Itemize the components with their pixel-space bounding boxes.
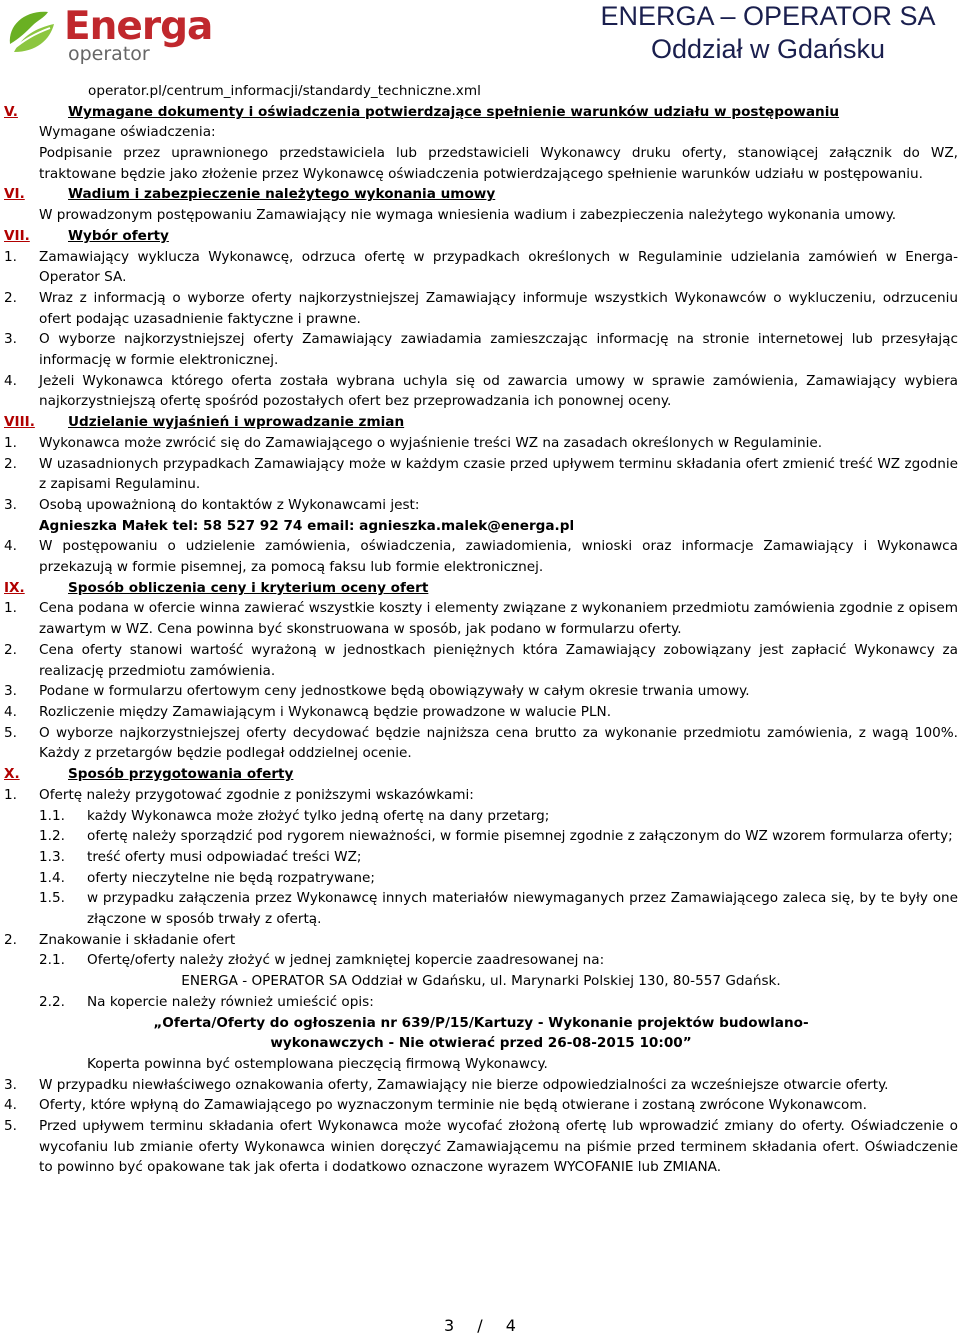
section-heading	[4, 184, 958, 205]
section-title: Wybór oferty	[68, 227, 169, 244]
sub-item	[4, 847, 958, 868]
item-text: Przed upływem terminu składania ofert Wykonawca może wycofać złożoną ofertę lub wprowadzić zmiany do oferty. Oświadczenie o wycofaniu lub zmianie oferty Wykonawca winien doręczyć Zamawiającemu na piśmie przed terminem składania ofert. Oświadczenie to powinno być opakowane tak jak oferta i dodatkowo oznaczone wyrazem WYCOFANIE lub ZMIANA.	[39, 1118, 958, 1176]
envelope-label-line-1: „Oferta/Oferty do ogłoszenia nr 639/P/15/Kartuzy - Wykonanie projektów budowlano-	[153, 1014, 809, 1031]
energa-logo	[2, 4, 213, 66]
item-number: 4.	[4, 1097, 17, 1114]
total-pages: 4	[505, 1316, 516, 1335]
leaf-icon	[4, 6, 60, 62]
item-number: 3.	[4, 1076, 17, 1093]
section-title: Sposób przygotowania oferty	[68, 766, 294, 783]
section-heading	[4, 412, 958, 433]
item-number: 4.	[4, 538, 17, 555]
section-heading	[4, 226, 958, 247]
current-page: 3	[444, 1316, 455, 1335]
list-item	[4, 702, 958, 723]
item-text: W uzasadnionych przypadkach Zamawiający może w każdym czasie przed upływem terminu składania ofert zmienić treść WZ zgodnie z zapisami Regulaminu.	[39, 455, 958, 493]
company-name: ENERGA – OPERATOR SA	[600, 1, 936, 31]
list-item	[4, 495, 958, 516]
sub-item	[4, 888, 958, 929]
item-text: Zamawiający wyklucza Wykonawcę, odrzuca ofertę w przypadkach określonych w Regulaminie udzielania zamówień w Energa-Operator SA.	[39, 248, 958, 286]
list-item	[4, 1116, 958, 1178]
item-number: 2.	[4, 931, 17, 948]
item-number: 2.	[4, 641, 17, 658]
list-item	[4, 1075, 958, 1096]
sub-item	[4, 826, 958, 847]
section-number: V.	[4, 103, 18, 120]
item-text: Znakowanie i składanie ofert	[39, 931, 236, 948]
sub-item-number: 2.2.	[39, 993, 65, 1010]
sub-item-number: 1.5.	[39, 890, 65, 907]
sub-item-number: 1.3.	[39, 848, 65, 865]
item-text: Podane w formularzu ofertowym ceny jednostkowe będą obowiązywały w całym okresie trwania umowy.	[39, 683, 750, 700]
list-item	[4, 598, 958, 639]
sub-item-number: 2.1.	[39, 952, 65, 969]
sub-item-text: Ofertę/oferty należy złożyć w jednej zamkniętej kopercie zaadresowanej na:	[87, 952, 605, 969]
item-number: 1.	[4, 786, 17, 803]
item-text: W przypadku niewłaściwego oznakowania oferty, Zamawiający nie bierze odpowiedzialności za wcześniejsze otwarcie oferty.	[39, 1076, 889, 1093]
item-text: W postępowaniu o udzielenie zamówienia, oświadczenia, zawiadomienia, wnioski oraz informacje Zamawiający i Wykonawca przekazują w formie pisemnej, za pomocą faksu lub formie elektronicznej.	[39, 538, 958, 576]
list-item	[4, 288, 958, 329]
contact-person: Agnieszka Małek tel: 58 527 92 74 email: agnieszka.malek@energa.pl	[39, 517, 575, 534]
list-item	[4, 681, 958, 702]
section-number: VI.	[4, 186, 25, 203]
section-number: X.	[4, 766, 20, 783]
sub-item	[4, 950, 958, 971]
item-number: 2.	[4, 455, 17, 472]
section-title: Wymagane dokumenty i oświadczenia potwierdzające spełnienie warunków udziału w postępowaniu	[68, 103, 840, 120]
item-text: Wykonawca może zwrócić się do Zamawiającego o wyjaśnienie treści WZ na zasadach określonych w Regulaminie.	[39, 434, 823, 451]
section-title: Udzielanie wyjaśnień i wprowadzanie zmian	[68, 414, 405, 431]
list-item	[4, 371, 958, 412]
list-item	[4, 433, 958, 454]
list-item	[4, 536, 958, 577]
envelope-address: ENERGA - OPERATOR SA Oddział w Gdańsku, ul. Marynarki Polskiej 130, 80-557 Gdańsk.	[181, 973, 781, 990]
item-number: 4.	[4, 704, 17, 720]
item-text: Osobą upoważnioną do kontaktów z Wykonawcami jest:	[39, 496, 420, 513]
item-text: Cena podana w ofercie winna zawierać wszystkie koszty i elementy związane z wykonaniem przedmiotu zamówienia zgodnie z opisem zawartym w WZ. Cena powinna być skonstruowana w sposób, jak podano w formularzu oferty.	[39, 600, 958, 638]
list-item	[4, 329, 958, 370]
sub-item-number: 1.1.	[39, 807, 65, 824]
stamp-note: Koperta powinna być ostemplowana pieczęcią firmową Wykonawcy.	[87, 1055, 548, 1072]
sub-item-text: treść oferty musi odpowiadać treści WZ;	[87, 848, 362, 865]
list-item	[4, 723, 958, 764]
section-title: Wadium i zabezpieczenie należytego wykonania umowy	[68, 186, 496, 203]
url-continuation: operator.pl/centrum_informacji/standardy_techniczne.xml	[88, 83, 481, 99]
item-text: Ofertę należy przygotować zgodnie z poniższymi wskazówkami:	[39, 786, 474, 803]
branch-name: Oddział w Gdańsku	[650, 34, 886, 64]
sub-item	[4, 806, 958, 827]
item-number: 1.	[4, 434, 17, 451]
page-number	[0, 1316, 960, 1337]
item-number: 3.	[4, 683, 17, 700]
item-text: O wyborze najkorzystniejszej oferty Zamawiający zawiadamia zamieszczając informację na stronie internetowej lub przesyłając informację w formie elektronicznej.	[39, 331, 958, 369]
envelope-label-line-2: wykonawczych - Nie otwierać przed 26-08-2015 10:00”	[270, 1035, 692, 1052]
section-title: Sposób obliczenia ceny i kryterium oceny ofert	[68, 579, 429, 596]
sub-item-text: Na kopercie należy również umieścić opis:	[87, 993, 374, 1010]
item-text: Wraz z informacją o wyborze oferty najkorzystniejszej Zamawiający informuje wszystkich Wykonawców o wykluczeniu, odrzuceniu ofert podając uzasadnienie faktyczne i prawne.	[39, 289, 958, 327]
item-number: 4.	[4, 372, 17, 389]
list-item	[4, 247, 958, 288]
item-number: 2.	[4, 289, 17, 306]
paragraph: W prowadzonym postępowaniu Zamawiający nie wymaga wniesienia wadium i zabezpieczenia należytego wykonania umowy.	[39, 207, 897, 224]
item-number: 1.	[4, 600, 17, 617]
item-text: Rozliczenie między Zamawiającym i Wykonawcą będzie prowadzone w walucie PLN.	[39, 704, 612, 720]
document-body	[4, 81, 958, 1178]
section-number: IX.	[4, 579, 25, 596]
list-item	[4, 454, 958, 495]
sub-item-text: ofertę należy sporządzić pod rygorem nieważności, w formie pisemnej zgodnie z załączonym do WZ wzorem formularza oferty;	[87, 828, 953, 845]
list-item	[4, 930, 958, 951]
logo-wordmark: Energa	[64, 4, 213, 49]
section-number: VIII.	[4, 414, 35, 431]
sub-item-number: 1.4.	[39, 869, 65, 886]
section-heading	[4, 764, 958, 785]
paragraph: Wymagane oświadczenia:	[39, 124, 216, 141]
section-number: VII.	[4, 227, 30, 244]
item-number: 3.	[4, 331, 17, 348]
item-text: Jeżeli Wykonawca którego oferta została wybrana uchyla się od zawarcia umowy w sprawie zamówienia, Zamawiający wybiera najkorzystniejszą ofertę spośród pozostałych ofert bez przeprowadzania ich ponownej oceny.	[39, 372, 958, 410]
list-item	[4, 640, 958, 681]
sub-item	[4, 868, 958, 889]
sub-item-text: oferty nieczytelne nie będą rozpatrywane;	[87, 869, 375, 886]
document-header	[578, 0, 958, 66]
item-number: 5.	[4, 724, 17, 741]
sub-item	[4, 992, 958, 1013]
item-text: Oferty, które wpłyną do Zamawiającego po wyznaczonym terminie nie będą otwierane i zostaną zwrócone Wykonawcom.	[39, 1097, 867, 1114]
paragraph: Podpisanie przez uprawnionego przedstawiciela lub przedstawicieli Wykonawcy druku oferty, stanowiącej załącznik do WZ, traktowane będzie jako złożenie przez Wykonawcę oświadczenia potwierdzającego spełnienie warunków udziału w postępowaniu.	[39, 145, 958, 182]
sub-item-number: 1.2.	[39, 828, 65, 845]
section-heading	[4, 578, 958, 599]
item-number: 1.	[4, 248, 17, 265]
page-separator: /	[477, 1316, 483, 1335]
item-number: 3.	[4, 496, 17, 513]
list-item	[4, 1095, 958, 1116]
item-number: 5.	[4, 1118, 17, 1135]
sub-item-text: w przypadku załączenia przez Wykonawcę innych materiałów niewymaganych przez Zamawiającego zaleca się, by te były one złączone w sposób trwały z ofertą.	[87, 890, 958, 928]
list-item	[4, 785, 958, 806]
item-text: O wyborze najkorzystniejszej oferty decydować będzie najniższa cena brutto za wykonanie przedmiotu zamówienia, z wagą 100%. Każdy z przetargów będzie podlegał oddzielnej ocenie.	[39, 724, 958, 762]
section-heading	[4, 102, 958, 123]
item-text: Cena oferty stanowi wartość wyrażoną w jednostkach pieniężnych która Zamawiający zobowiązany jest zapłacić Wykonawcy za realizację przedmiotu zamówienia.	[39, 641, 958, 679]
sub-item-text: każdy Wykonawca może złożyć tylko jedną ofertę na dany przetarg;	[87, 807, 550, 824]
logo-subtitle: operator	[68, 43, 150, 65]
